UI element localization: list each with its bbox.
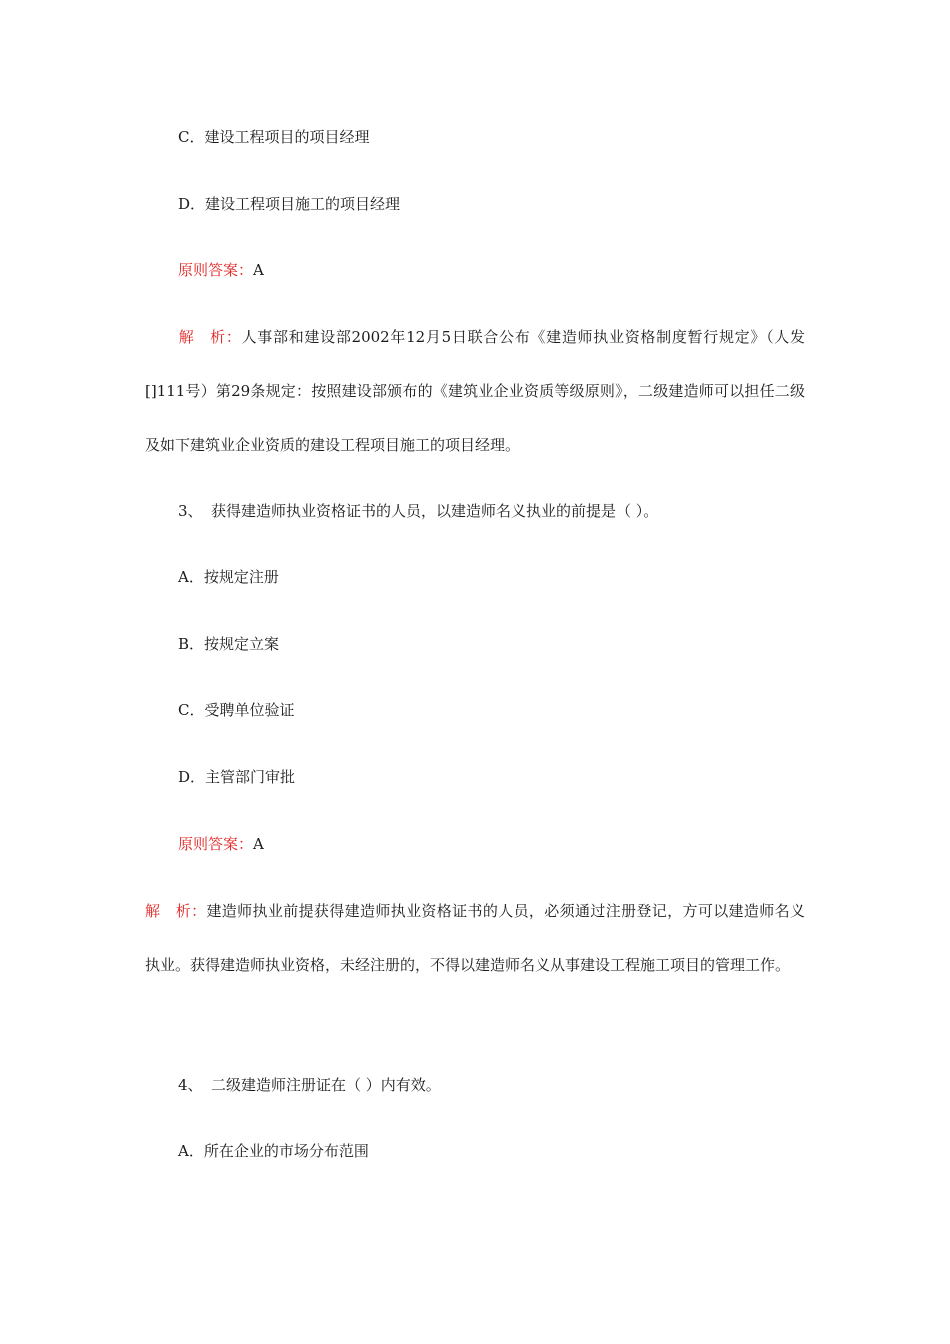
answer-value: A bbox=[253, 261, 264, 279]
question-3-option-a: A．按规定注册 bbox=[178, 568, 279, 586]
question-3-text: 获得建造师执业资格证书的人员，以建造师名义执业的前提是（ ）。 bbox=[211, 502, 659, 520]
option-d-text: D．建设工程项目施工的项目经理 bbox=[178, 195, 401, 213]
question-3-option-b: B．按规定立案 bbox=[178, 635, 280, 653]
question-4-number: 4、 bbox=[178, 1076, 203, 1094]
question-3 bbox=[178, 501, 658, 521]
question-3-answer-value: A bbox=[253, 835, 264, 853]
question-3-number: 3、 bbox=[178, 502, 203, 520]
question-3-option-d: D．主管部门审批 bbox=[178, 768, 296, 786]
question-3-explanation bbox=[145, 884, 805, 992]
question-3-answer-label: 原则答案： bbox=[178, 835, 254, 853]
question-3-explanation-text: 建造师执业前提获得建造师执业资格证书的人员，必须通过注册登记，方可以建造师名义执业。获得建造师执业资格，未经注册的，不得以建造师名义从事建设工程施工项目的管理工作。 bbox=[145, 902, 805, 974]
question-4-text: 二级建造师注册证在（ ）内有效。 bbox=[211, 1076, 441, 1094]
option-c-text: C．建设工程项目的项目经理 bbox=[178, 128, 370, 146]
question-4-option-a: A．所在企业的市场分布范围 bbox=[178, 1142, 369, 1160]
explanation-label: 解 析： bbox=[178, 328, 242, 346]
answer-line bbox=[178, 260, 264, 280]
question-3-option-c: C．受聘单位验证 bbox=[178, 701, 295, 719]
explanation-paragraph bbox=[145, 310, 805, 472]
question-4 bbox=[178, 1075, 441, 1095]
question-3-answer-line bbox=[178, 834, 264, 854]
question-3-explanation-label: 解 析： bbox=[145, 902, 207, 920]
answer-label: 原则答案： bbox=[178, 261, 254, 279]
explanation-text: 人事部和建设部2002年12月5日联合公布《建造师执业资格制度暂行规定》（人发[]111号）第29条规定：按照建设部颁布的《建筑业企业资质等级原则》，二级建造师可以担任二级及如下建筑业企业资质的建设工程项目施工的项目经理。 bbox=[145, 328, 805, 454]
